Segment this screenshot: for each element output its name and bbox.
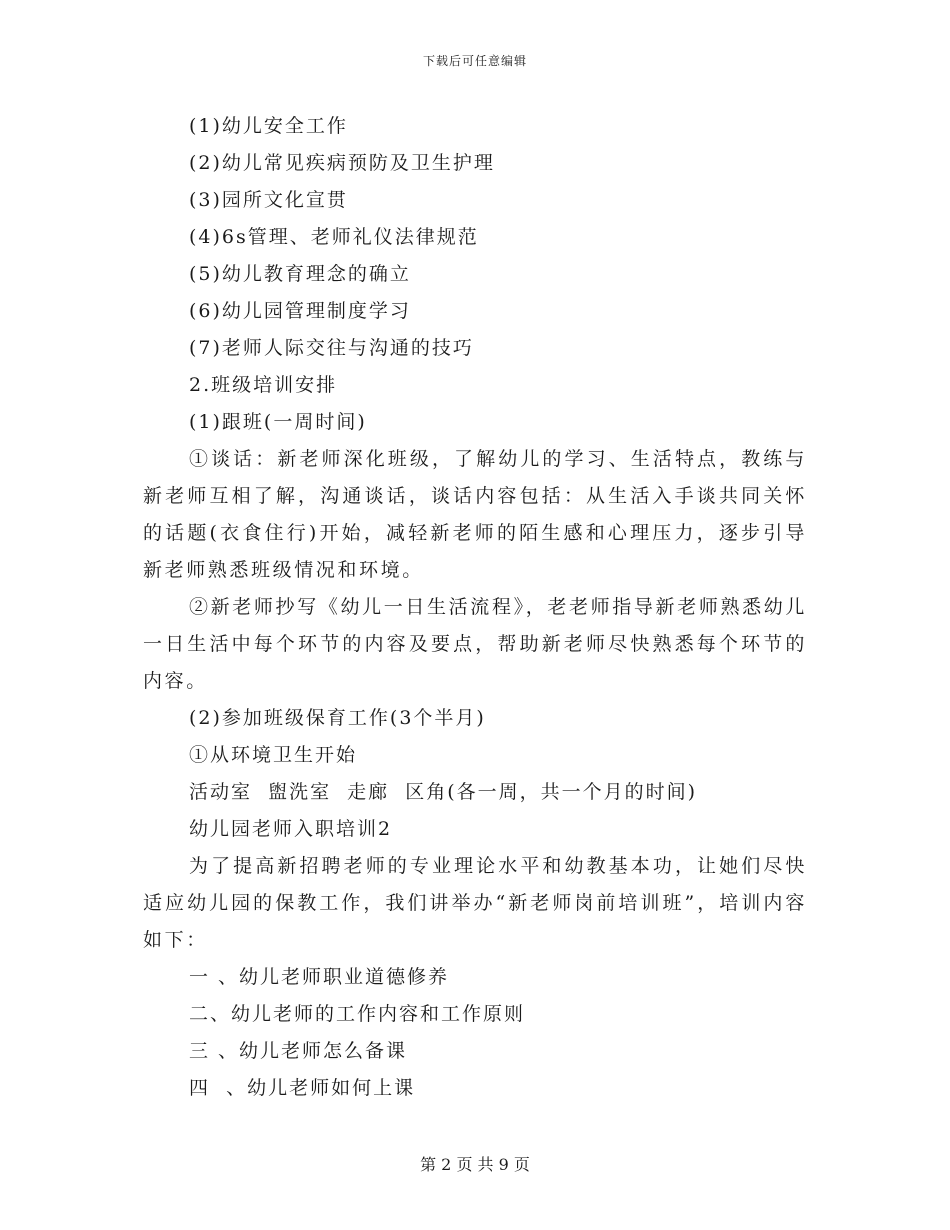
paragraph-conversation: ①谈话：新老师深化班级，了解幼儿的学习、生活特点，教练与新老师互相了解，沟通谈话，谈话内容包括：从生活入手谈共同关怀的话题(衣食住行)开始，减轻新老师的陌生感和心理压力，逐步引导新老师熟悉班级情况和环境。 xyxy=(143,448,807,581)
training-item-4: (4)6s管理、老师礼仪法律规范 xyxy=(189,226,479,248)
document-body xyxy=(143,108,807,1107)
outline-item-3: 三 、幼儿老师怎么备课 xyxy=(189,1040,408,1062)
section-heading-class-training: 2.班级培训安排 xyxy=(189,374,338,396)
training-item-6: (6)幼儿园管理制度学习 xyxy=(189,300,411,322)
document-2-title: 幼儿园老师入职培训2 xyxy=(189,818,393,840)
subheading-care-work: (2)参加班级保育工作(3个半月) xyxy=(189,707,486,729)
training-item-5: (5)幼儿教育理念的确立 xyxy=(189,263,411,285)
subheading-shadowing: (1)跟班(一周时间) xyxy=(189,411,367,433)
training-item-1: (1)幼儿安全工作 xyxy=(189,115,348,137)
page-header-note: 下载后可任意编辑 xyxy=(422,54,527,68)
outline-item-1: 一 、幼儿老师职业道德修养 xyxy=(189,966,450,988)
paragraph-training-intro: 为了提高新招聘老师的专业理论水平和幼教基本功，让她们尽快适应幼儿园的保教工作，我们讲举办“新老师岗前培训班”，培训内容如下： xyxy=(143,855,807,951)
page-number: 第 2 页 共 9 页 xyxy=(420,1155,530,1174)
training-item-3: (3)园所文化宣贯 xyxy=(189,189,348,211)
outline-item-2: 二、幼儿老师的工作内容和工作原则 xyxy=(189,1003,526,1025)
training-item-2: (2)幼儿常见疾病预防及卫生护理 xyxy=(189,152,495,174)
training-item-7: (7)老师人际交往与沟通的技巧 xyxy=(189,337,474,359)
paragraph-daily-routine: ②新老师抄写《幼儿一日生活流程》，老老师指导新老师熟悉幼儿一日生活中每个环节的内容及要点，帮助新老师尽快熟悉每个环节的内容。 xyxy=(143,596,807,692)
outline-item-4: 四 、幼儿老师如何上课 xyxy=(189,1077,416,1099)
rooms-schedule-line: 活动室 盥洗室 走廊 区角(各一周，共一个月的时间) xyxy=(189,781,698,803)
care-work-item-1: ①从环境卫生开始 xyxy=(189,744,358,766)
